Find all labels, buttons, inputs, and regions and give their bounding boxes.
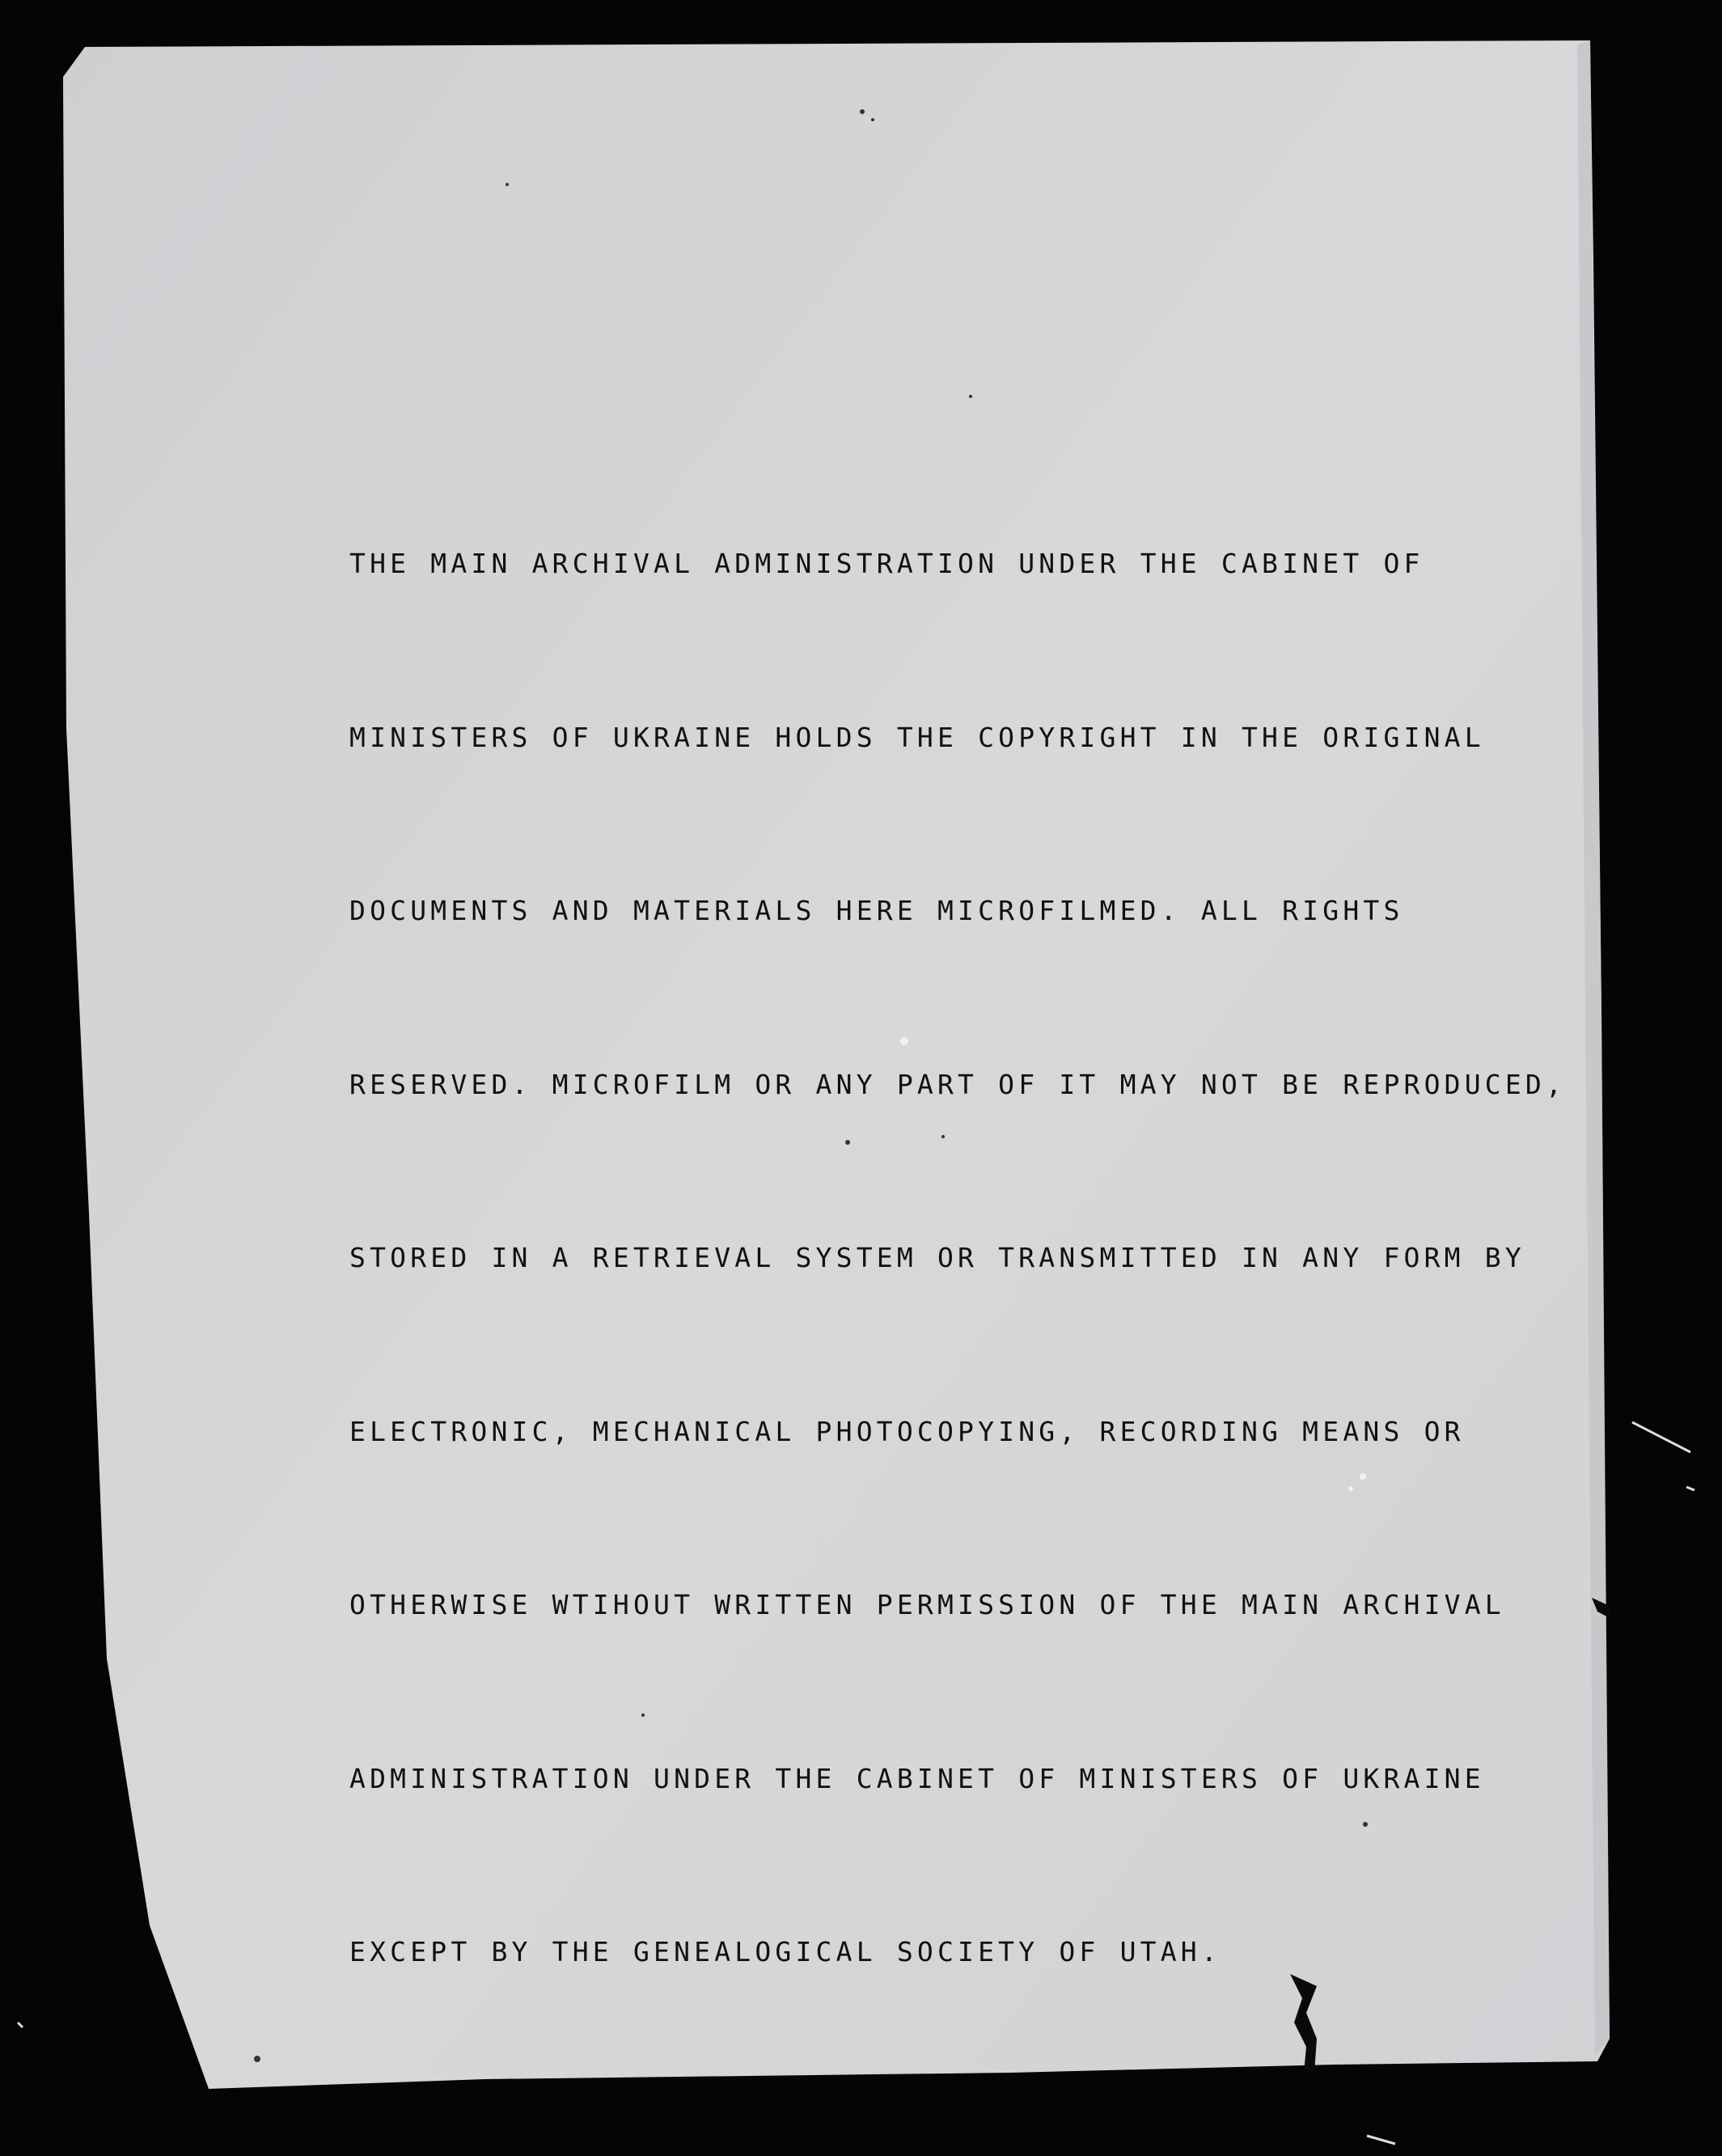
copyright-notice [349, 419, 1567, 2097]
notice-line: OTHERWISE WTIHOUT WRITTEN PERMISSION OF THE MAIN ARCHIVAL [349, 1589, 1505, 1620]
notice-line: ELECTRONIC, MECHANICAL PHOTOCOPYING, RECORDING MEANS OR [349, 1415, 1465, 1447]
notice-line: MINISTERS OF UKRAINE HOLDS THE COPYRIGHT IN THE ORIGINAL [349, 721, 1485, 753]
notice-line: RESERVED. MICROFILM OR ANY PART OF IT MAY NOT BE REPRODUCED, [349, 1068, 1567, 1100]
notice-line: EXCEPT BY THE GENEALOGICAL SOCIETY OF UTAH. [349, 1936, 1221, 1968]
notice-line: STORED IN A RETRIEVAL SYSTEM OR TRANSMITTED IN ANY FORM BY [349, 1242, 1525, 1273]
notice-line: THE MAIN ARCHIVAL ADMINISTRATION UNDER THE CABINET OF [349, 548, 1424, 579]
notice-line: DOCUMENTS AND MATERIALS HERE MICROFILMED. ALL RIGHTS [349, 895, 1404, 926]
notice-line: ADMINISTRATION UNDER THE CABINET OF MINISTERS OF UKRAINE [349, 1762, 1485, 1794]
